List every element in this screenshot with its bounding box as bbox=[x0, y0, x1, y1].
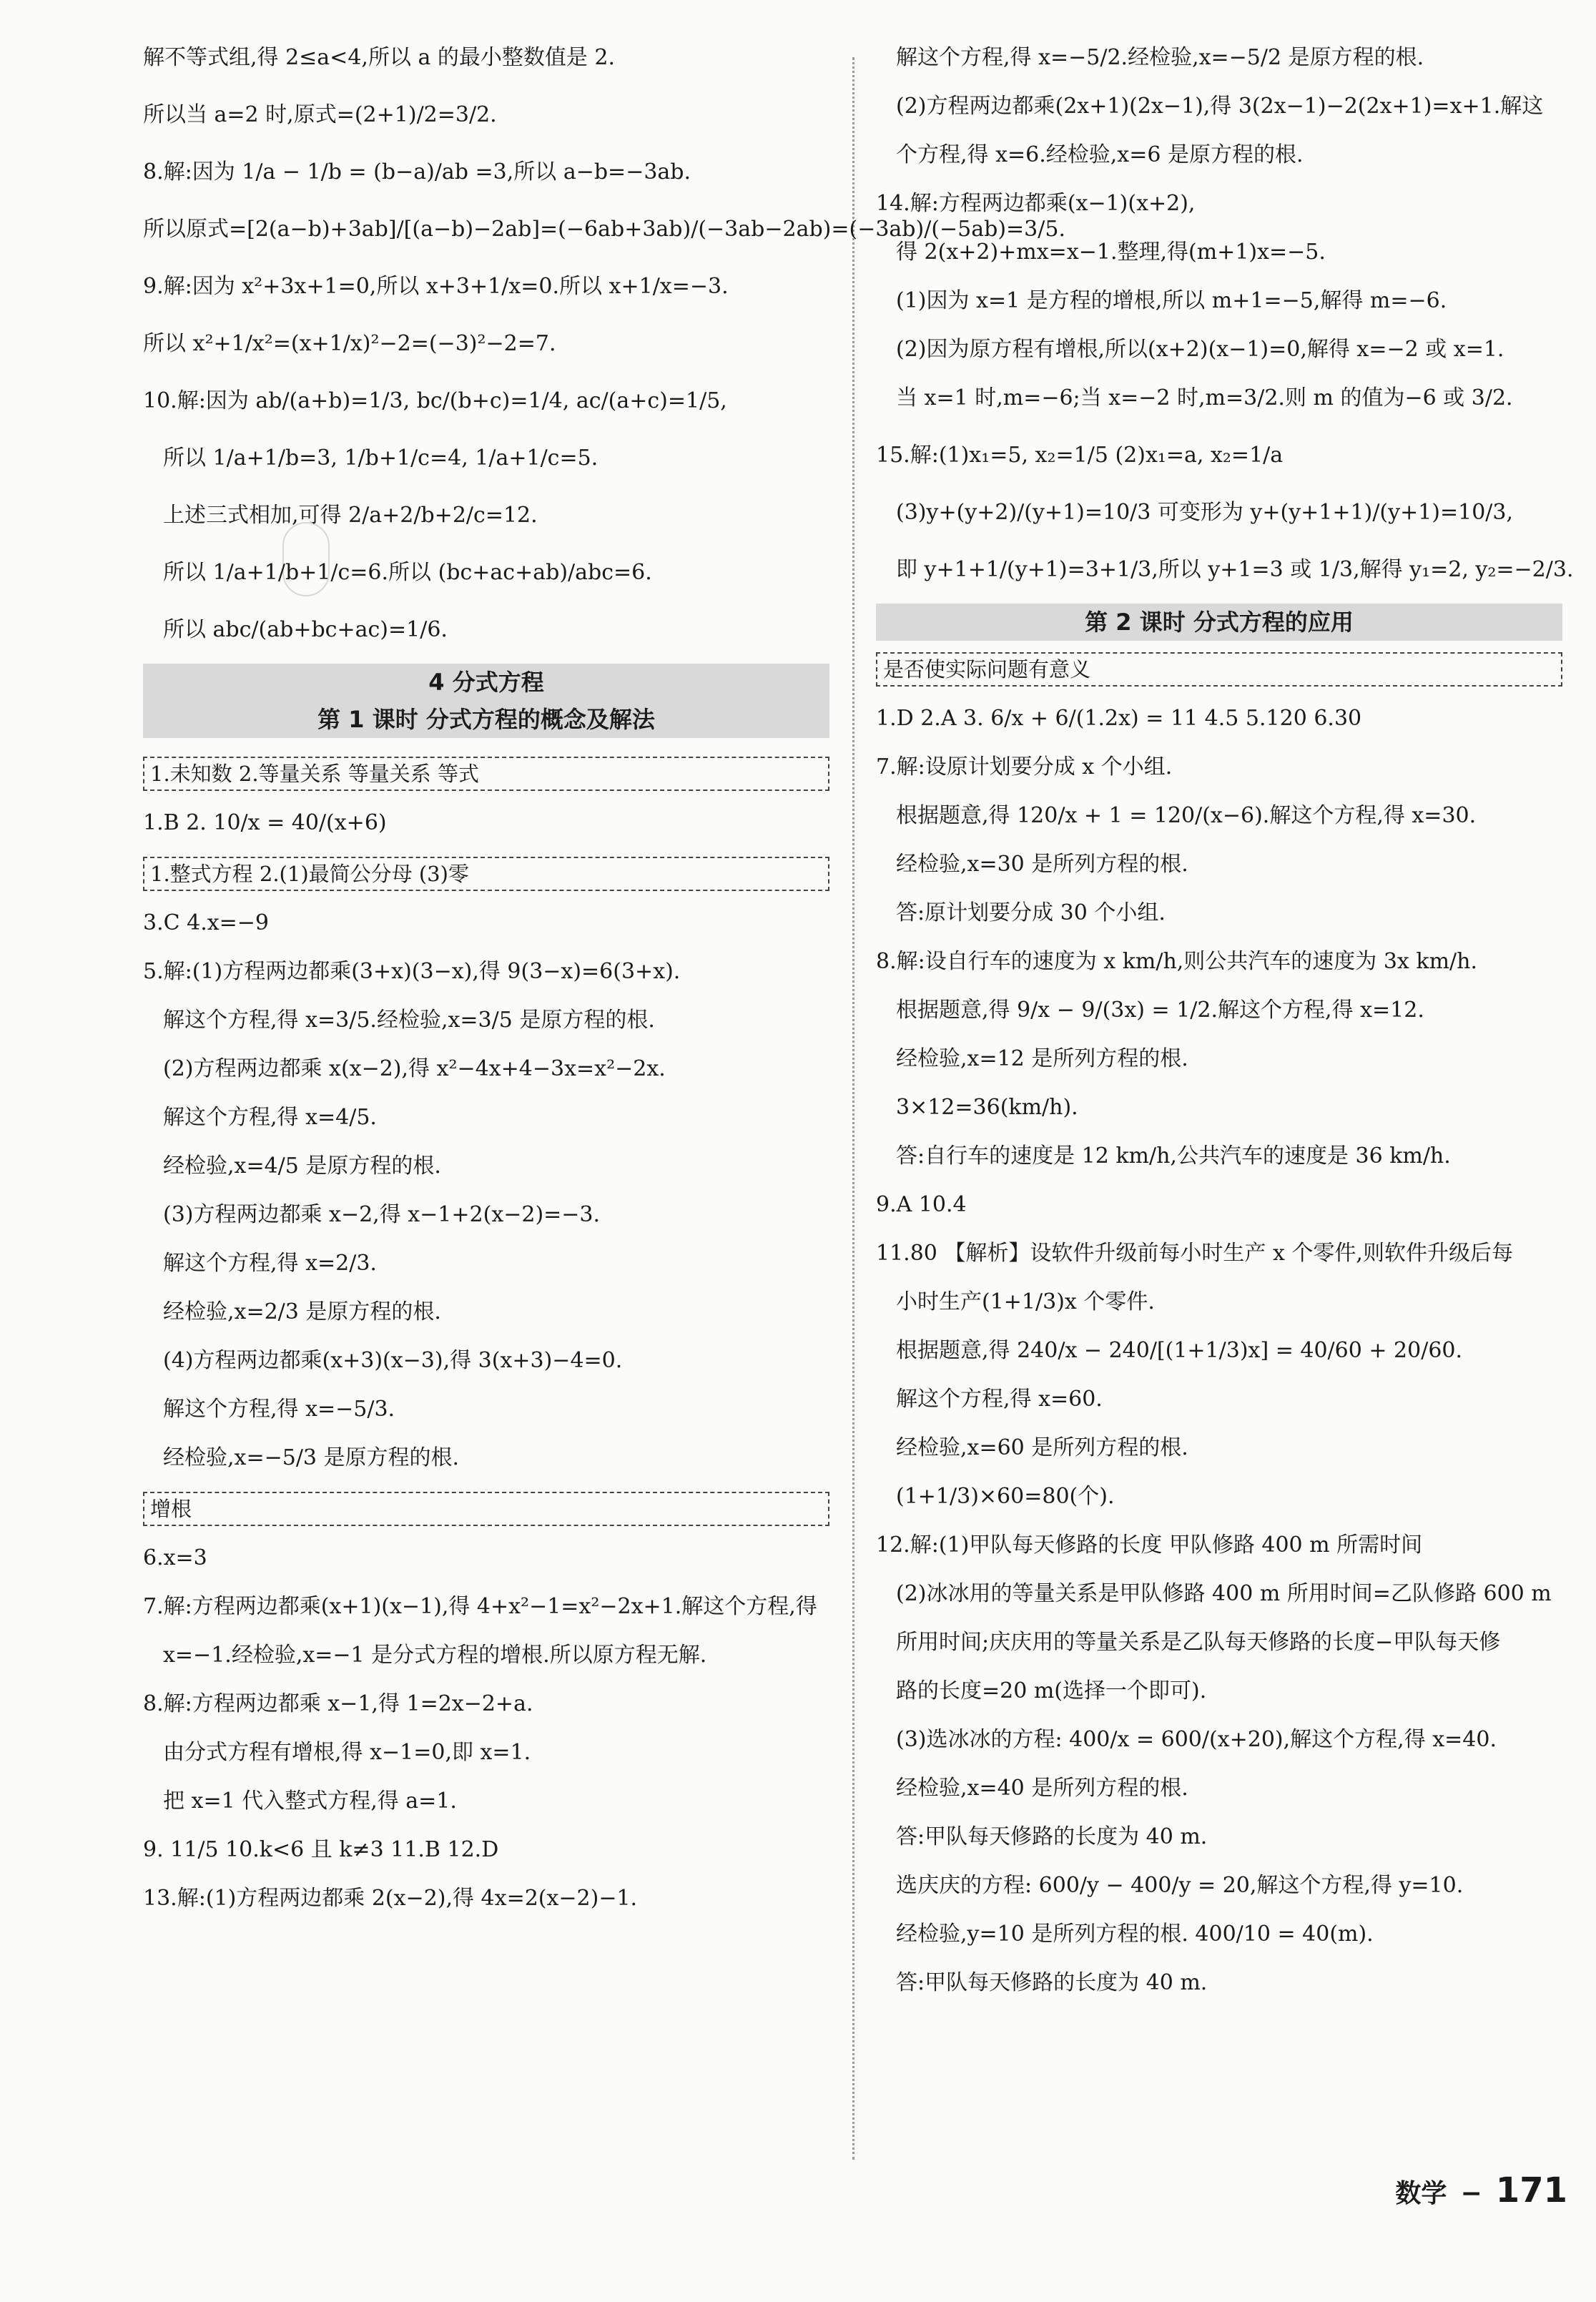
answer-line: 1.D 2.A 3. 6/x + 6/(1.2x) = 11 4.5 5.120 6.30 bbox=[876, 706, 1362, 731]
answer-line: 3×12=36(km/h). bbox=[896, 1095, 1078, 1120]
answer-line: 当 x=1 时,m=−6;当 x=−2 时,m=3/2.则 m 的值为−6 或 3/2. bbox=[896, 385, 1513, 410]
answer-line: 所以 x²+1/x²=(x+1/x)²−2=(−3)²−2=7. bbox=[143, 331, 556, 356]
answer-line: 6.x=3 bbox=[143, 1545, 207, 1570]
answer-line: 15.解:(1)x₁=5, x₂=1/5 (2)x₁=a, x₂=1/a bbox=[876, 443, 1284, 468]
answer-line: 7.解:设原计划要分成 x 个小组. bbox=[876, 754, 1173, 779]
answer-line: 解这个方程,得 x=4/5. bbox=[163, 1105, 377, 1130]
answer-line: 所以 abc/(ab+bc+ac)=1/6. bbox=[163, 617, 448, 642]
answer-line: 解这个方程,得 x=−5/3. bbox=[163, 1397, 395, 1422]
answer-line: 经检验,x=30 是所列方程的根. bbox=[896, 852, 1188, 877]
right-column bbox=[876, 43, 1574, 2017]
answer-line: (1+1/3)×60=80(个). bbox=[896, 1484, 1115, 1509]
answer-line: 所用时间;庆庆用的等量关系是乙队每天修路的长度−甲队每天修 bbox=[896, 1630, 1501, 1655]
answer-line: 12.解:(1)甲队每天修路的长度 甲队修路 400 m 所需时间 bbox=[876, 1533, 1423, 1558]
answer-line: 把 x=1 代入整式方程,得 a=1. bbox=[163, 1789, 457, 1814]
answer-line: 9.解:因为 x²+3x+1=0,所以 x+3+1/x=0.所以 x+1/x=−3. bbox=[143, 274, 729, 299]
spacer bbox=[876, 641, 1562, 652]
answer-line: 8.解:设自行车的速度为 x km/h,则公共汽车的速度为 3x km/h. bbox=[876, 949, 1477, 974]
answer-line: (4)方程两边都乘(x+3)(x−3),得 3(x+3)−4=0. bbox=[163, 1348, 623, 1373]
page-number: 171 bbox=[1495, 2170, 1567, 2210]
answer-line: 路的长度=20 m(选择一个即可). bbox=[896, 1678, 1207, 1703]
concept-box: 是否使实际问题有意义 bbox=[876, 652, 1562, 687]
answer-line: 7.解:方程两边都乘(x+1)(x−1),得 4+x²−1=x²−2x+1.解这个方程,得 bbox=[143, 1594, 817, 1619]
answer-line: 根据题意,得 120/x + 1 = 120/(x−6).解这个方程,得 x=30. bbox=[896, 803, 1477, 828]
answer-line: 所以 1/a+1/b+1/c=6.所以 (bc+ac+ab)/abc=6. bbox=[163, 560, 652, 585]
answer-line: (1)因为 x=1 是方程的增根,所以 m+1=−5,解得 m=−6. bbox=[896, 288, 1447, 313]
answer-line: 解这个方程,得 x=−5/2.经检验,x=−5/2 是原方程的根. bbox=[896, 45, 1424, 70]
answer-line: 经检验,x=40 是所列方程的根. bbox=[896, 1776, 1188, 1801]
answer-line: 10.解:因为 ab/(a+b)=1/3, bc/(b+c)=1/4, ac/(a+c)=1/5, bbox=[143, 388, 727, 413]
footer-dash: − bbox=[1460, 2179, 1482, 2208]
answer-line: 1.B 2. 10/x = 40/(x+6) bbox=[143, 810, 387, 835]
answer-line: (2)方程两边都乘 x(x−2),得 x²−4x+4−3x=x²−2x. bbox=[163, 1056, 666, 1081]
answer-line: 答:原计划要分成 30 个小组. bbox=[896, 900, 1166, 925]
answer-line: (3)y+(y+2)/(y+1)=10/3 可变形为 y+(y+1+1)/(y+1)=10/3, bbox=[896, 500, 1514, 525]
answer-line: 所以原式=[2(a−b)+3ab]/[(a−b)−2ab]=(−6ab+3ab)/(−3ab−2ab)=(−3ab)/(−5ab)=3/5. bbox=[143, 217, 1065, 242]
answer-line: 解这个方程,得 x=2/3. bbox=[163, 1251, 377, 1276]
answer-line: 根据题意,得 9/x − 9/(3x) = 1/2.解这个方程,得 x=12. bbox=[896, 998, 1424, 1023]
subject-label: 数学 bbox=[1395, 2179, 1447, 2208]
answer-line: 选庆庆的方程: 600/y − 400/y = 20,解这个方程,得 y=10. bbox=[896, 1873, 1464, 1898]
answer-line: 11.80 【解析】设软件升级前每小时生产 x 个零件,则软件升级后每 bbox=[876, 1241, 1513, 1266]
answer-line: 经检验,x=−5/3 是原方程的根. bbox=[163, 1445, 460, 1470]
answer-line: 上述三式相加,可得 2/a+2/b+2/c=12. bbox=[163, 503, 538, 528]
answer-line: 即 y+1+1/(y+1)=3+1/3,所以 y+1=3 或 1/3,解得 y₁=2, y₂=−2/3. bbox=[896, 557, 1574, 582]
answer-line: (2)因为原方程有增根,所以(x+2)(x−1)=0,解得 x=−2 或 x=1. bbox=[896, 337, 1504, 362]
concept-box: 增根 bbox=[143, 1492, 829, 1526]
answer-line: 所以当 a=2 时,原式=(2+1)/2=3/2. bbox=[143, 102, 497, 127]
answer-line: 8.解:因为 1/a − 1/b = (b−a)/ab =3,所以 a−b=−3ab. bbox=[143, 159, 691, 185]
answer-line: 经检验,y=10 是所列方程的根. 400/10 = 40(m). bbox=[896, 1922, 1374, 1947]
answer-line: (3)选冰冰的方程: 400/x = 600/(x+20),解这个方程,得 x=40. bbox=[896, 1727, 1497, 1752]
concept-box: 1.整式方程 2.(1)最简公分母 (3)零 bbox=[143, 857, 829, 891]
concept-box: 1.未知数 2.等量关系 等量关系 等式 bbox=[143, 757, 829, 791]
answer-line: (3)方程两边都乘 x−2,得 x−1+2(x−2)=−3. bbox=[163, 1202, 601, 1227]
section-title: 4 分式方程 bbox=[143, 664, 829, 701]
lesson-title: 第 1 课时 分式方程的概念及解法 bbox=[143, 701, 829, 738]
right-lines-a bbox=[876, 43, 1574, 585]
answer-line: 个方程,得 x=6.经检验,x=6 是原方程的根. bbox=[896, 142, 1304, 167]
lesson-title: 第 2 课时 分式方程的应用 bbox=[876, 604, 1562, 641]
answer-line: 5.解:(1)方程两边都乘(3+x)(3−x),得 9(3−x)=6(3+x). bbox=[143, 959, 681, 984]
answer-line: 答:甲队每天修路的长度为 40 m. bbox=[896, 1970, 1208, 1995]
answer-line: 解这个方程,得 x=60. bbox=[896, 1387, 1103, 1412]
answer-line: 经检验,x=60 是所列方程的根. bbox=[896, 1435, 1188, 1460]
answer-line: 14.解:方程两边都乘(x−1)(x+2), bbox=[876, 191, 1196, 216]
answer-line: 所以 1/a+1/b=3, 1/b+1/c=4, 1/a+1/c=5. bbox=[163, 446, 598, 471]
right-lines-b bbox=[876, 652, 1562, 1998]
answer-line: 8.解:方程两边都乘 x−1,得 1=2x−2+a. bbox=[143, 1691, 533, 1716]
answer-line: 答:甲队每天修路的长度为 40 m. bbox=[896, 1824, 1208, 1849]
answer-line: 得 2(x+2)+mx=x−1.整理,得(m+1)x=−5. bbox=[896, 240, 1326, 265]
answer-line: (2)方程两边都乘(2x+1)(2x−1),得 3(2x−1)−2(2x+1)=x+1.解这 bbox=[896, 94, 1544, 119]
answer-line: (2)冰冰用的等量关系是甲队修路 400 m 所用时间=乙队修路 600 m bbox=[896, 1581, 1552, 1606]
page-footer bbox=[1395, 2170, 1567, 2210]
answer-line: 经检验,x=2/3 是原方程的根. bbox=[163, 1299, 441, 1324]
answer-line: 经检验,x=12 是所列方程的根. bbox=[896, 1046, 1188, 1071]
answer-line: 解不等式组,得 2≤a<4,所以 a 的最小整数值是 2. bbox=[143, 45, 616, 70]
answer-line: x=−1.经检验,x=−1 是分式方程的增根.所以原方程无解. bbox=[163, 1643, 707, 1668]
answer-line: 小时生产(1+1/3)x 个零件. bbox=[896, 1289, 1155, 1314]
answer-line: 根据题意,得 240/x − 240/[(1+1/3)x] = 40/60 + 20/60. bbox=[896, 1338, 1463, 1363]
answer-line: 经检验,x=4/5 是原方程的根. bbox=[163, 1154, 441, 1179]
answer-line: 13.解:(1)方程两边都乘 2(x−2),得 4x=2(x−2)−1. bbox=[143, 1886, 638, 1911]
answer-line: 由分式方程有增根,得 x−1=0,即 x=1. bbox=[163, 1740, 531, 1765]
answer-line: 解这个方程,得 x=3/5.经检验,x=3/5 是原方程的根. bbox=[163, 1008, 655, 1033]
answer-line: 9.A 10.4 bbox=[876, 1192, 967, 1217]
answer-line: 3.C 4.x=−9 bbox=[143, 910, 270, 935]
answer-line: 9. 11/5 10.k<6 且 k≠3 11.B 12.D bbox=[143, 1837, 499, 1862]
column-divider bbox=[852, 57, 854, 2160]
answer-line: 答:自行车的速度是 12 km/h,公共汽车的速度是 36 km/h. bbox=[896, 1143, 1451, 1169]
left-lines-b bbox=[143, 757, 829, 1914]
